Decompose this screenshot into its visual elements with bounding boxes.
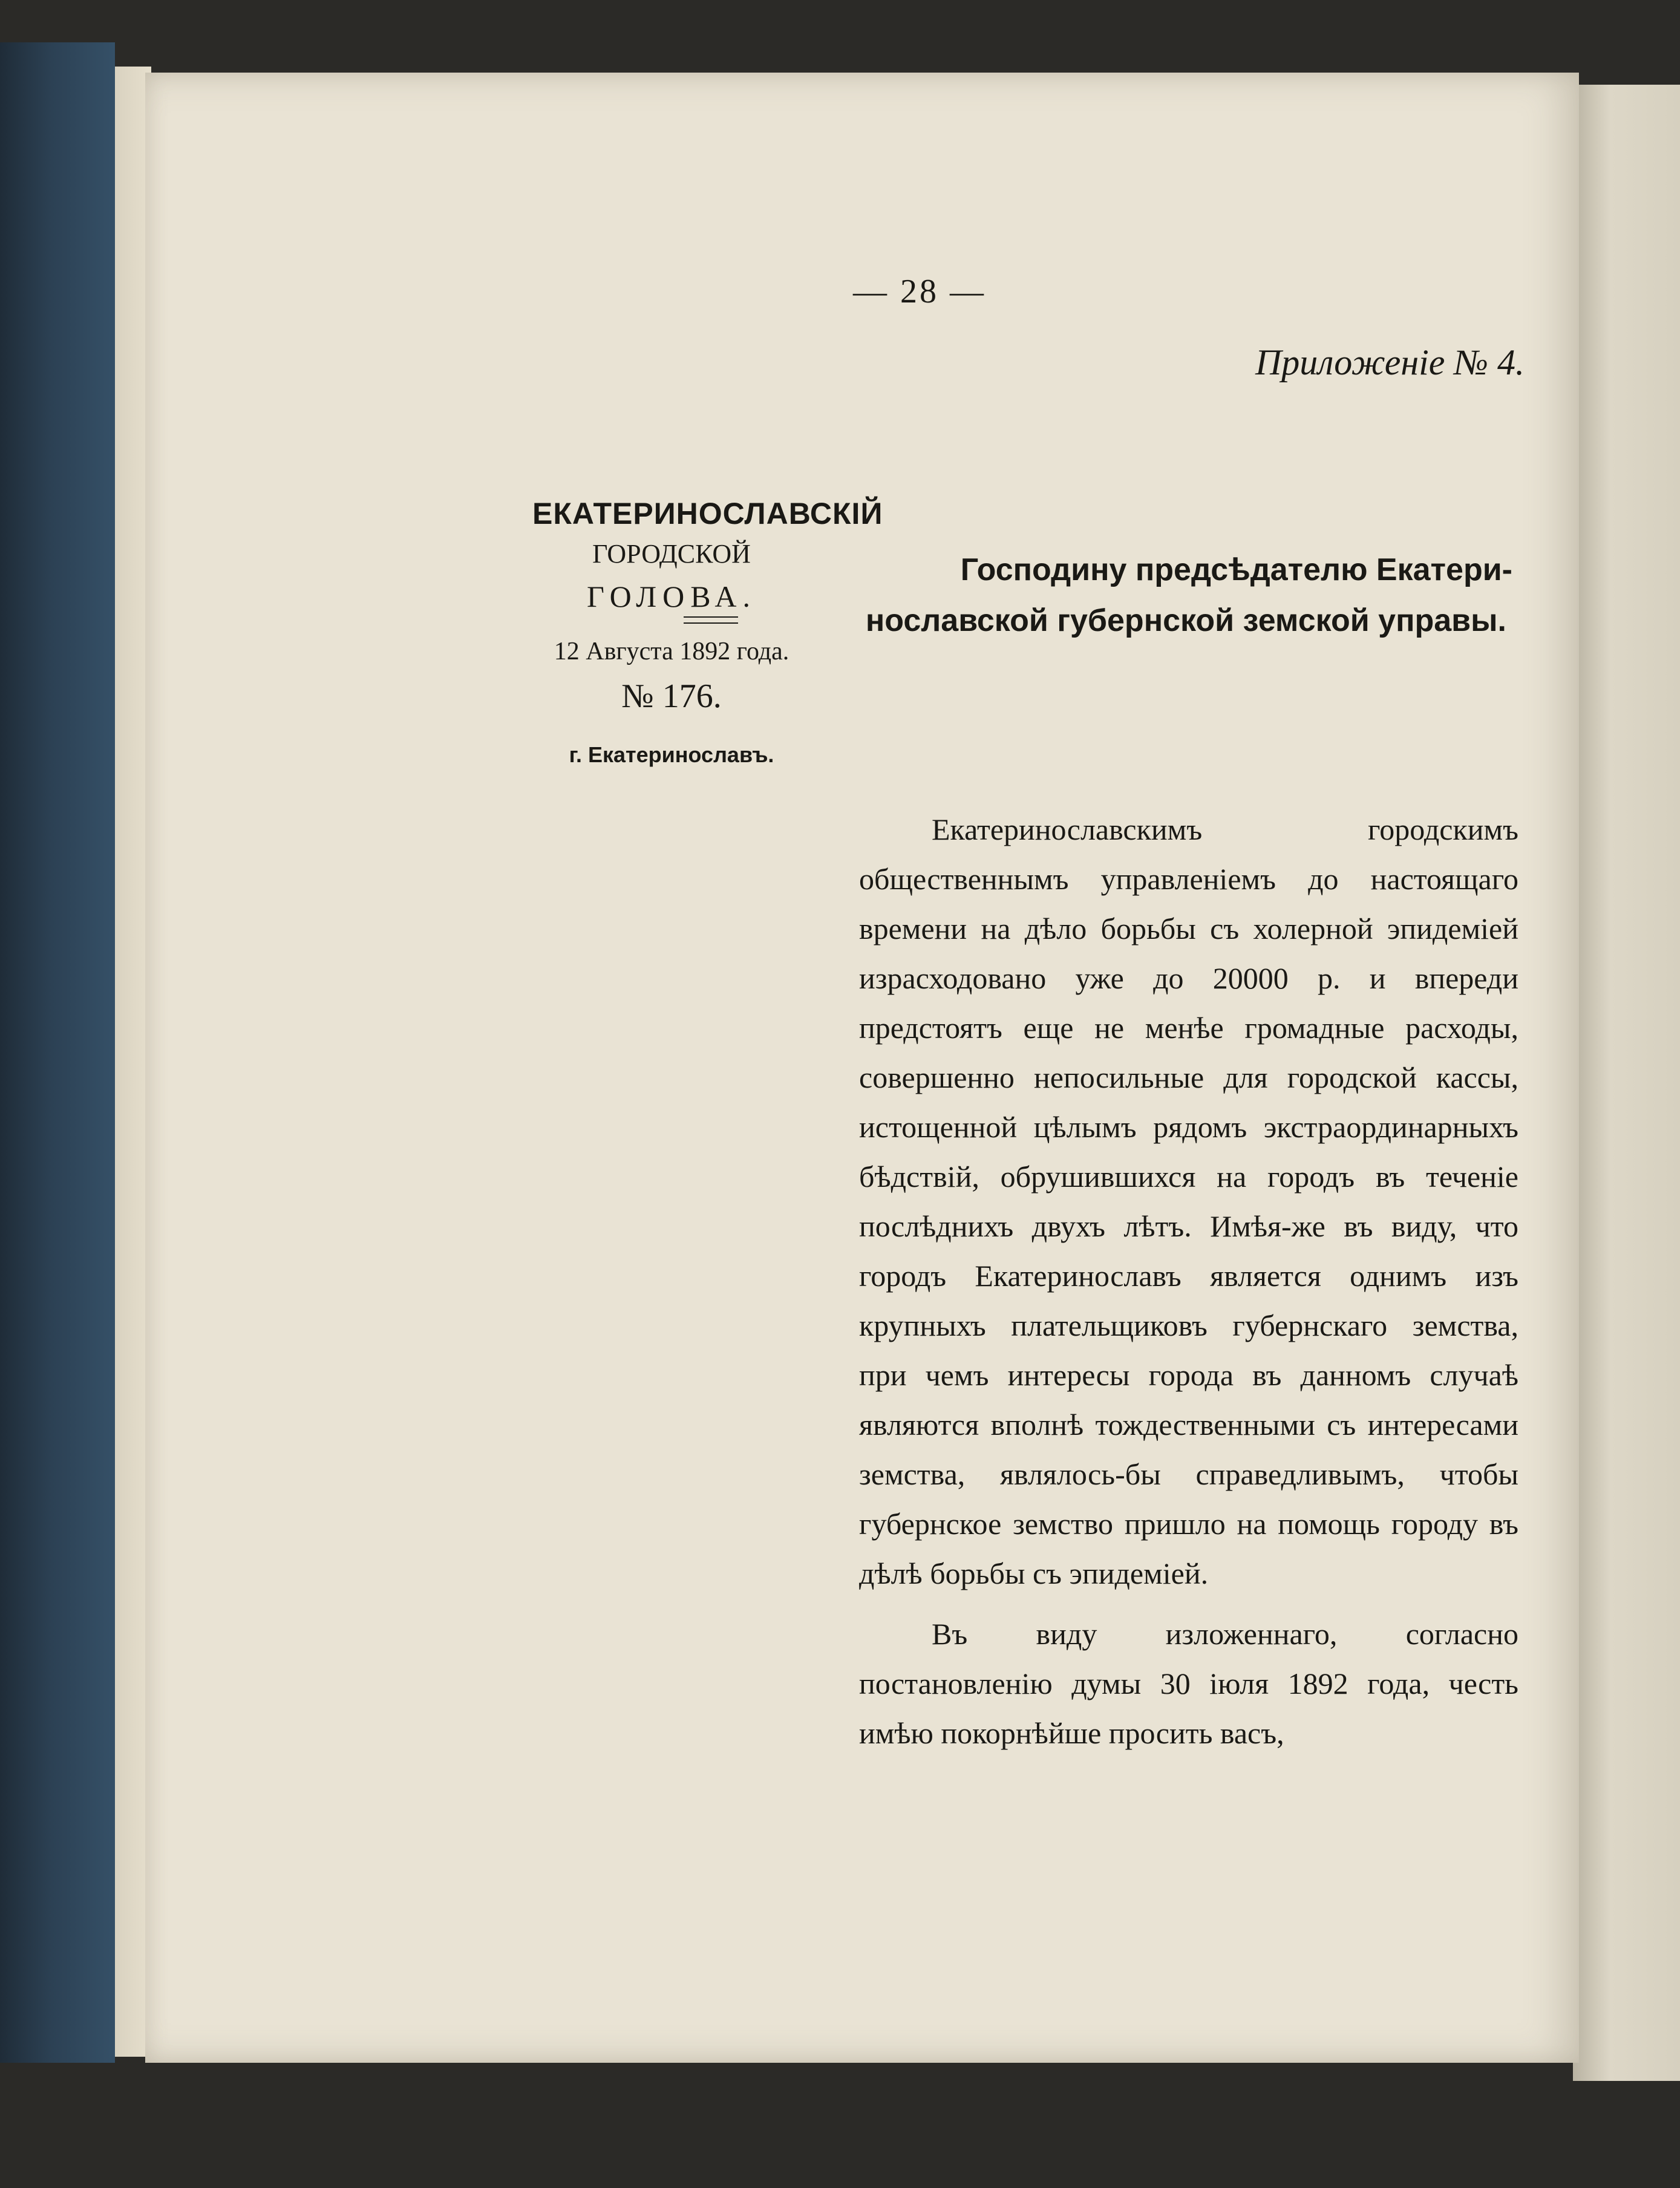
page-number: — 28 — [853,273,986,310]
letter-number: № 176. [621,678,722,715]
facing-page-edge [1573,85,1680,2081]
body-paragraph: Въ виду изложеннаго, согласно постановленію думы 30 іюля 1892 года, честь имѣю покорнѣйше просить васъ, [859,1617,1518,1750]
sender-title: ЕКАТЕРИНОСЛАВСКІЙ [532,497,883,531]
sender-head: ГОЛОВА. [586,580,757,613]
letter-body [859,805,1518,1758]
letter-city: г. Екатеринославъ. [569,742,774,767]
addressee-line: Господину предсѣдателю Екатери- [960,552,1512,587]
sender-subtitle: ГОРОДСКОЙ [592,539,751,569]
appendix-label: Приложеніе № 4. [1255,342,1525,382]
addressee-heading [847,544,1561,646]
sender-block [387,496,883,768]
document-page [145,73,1579,2063]
addressee-line: нославской губернской земской управы. [865,603,1506,638]
divider [684,616,738,624]
book-cover-left [0,42,115,2063]
body-paragraph: Екатеринославскимъ городскимъ общественнымъ управленіемъ до настоящаго времени на дѣло борьбы съ холерной эпидеміей израсходовано уже до 20000 р. и впереди предстоятъ еще не менѣе громадные расходы, совершенно непосильные для городской кассы, истощенной цѣлымъ рядомъ экстраординарныхъ бѣдствій, обрушившихся на городъ въ теченіе послѣднихъ двухъ лѣтъ. Имѣя-же въ виду, что городъ Екатеринославъ является однимъ изъ крупныхъ плательщиковъ губернскаго земства, при чемъ интересы города въ данномъ случаѣ являются вполнѣ тождественными съ интересами земства, являлось-бы справедливымъ, чтобы губернское земство пришло на помощь городу въ дѣлѣ борьбы съ эпидеміей. [859,812,1518,1590]
letter-date: 12 Августа 1892 года. [554,638,789,665]
